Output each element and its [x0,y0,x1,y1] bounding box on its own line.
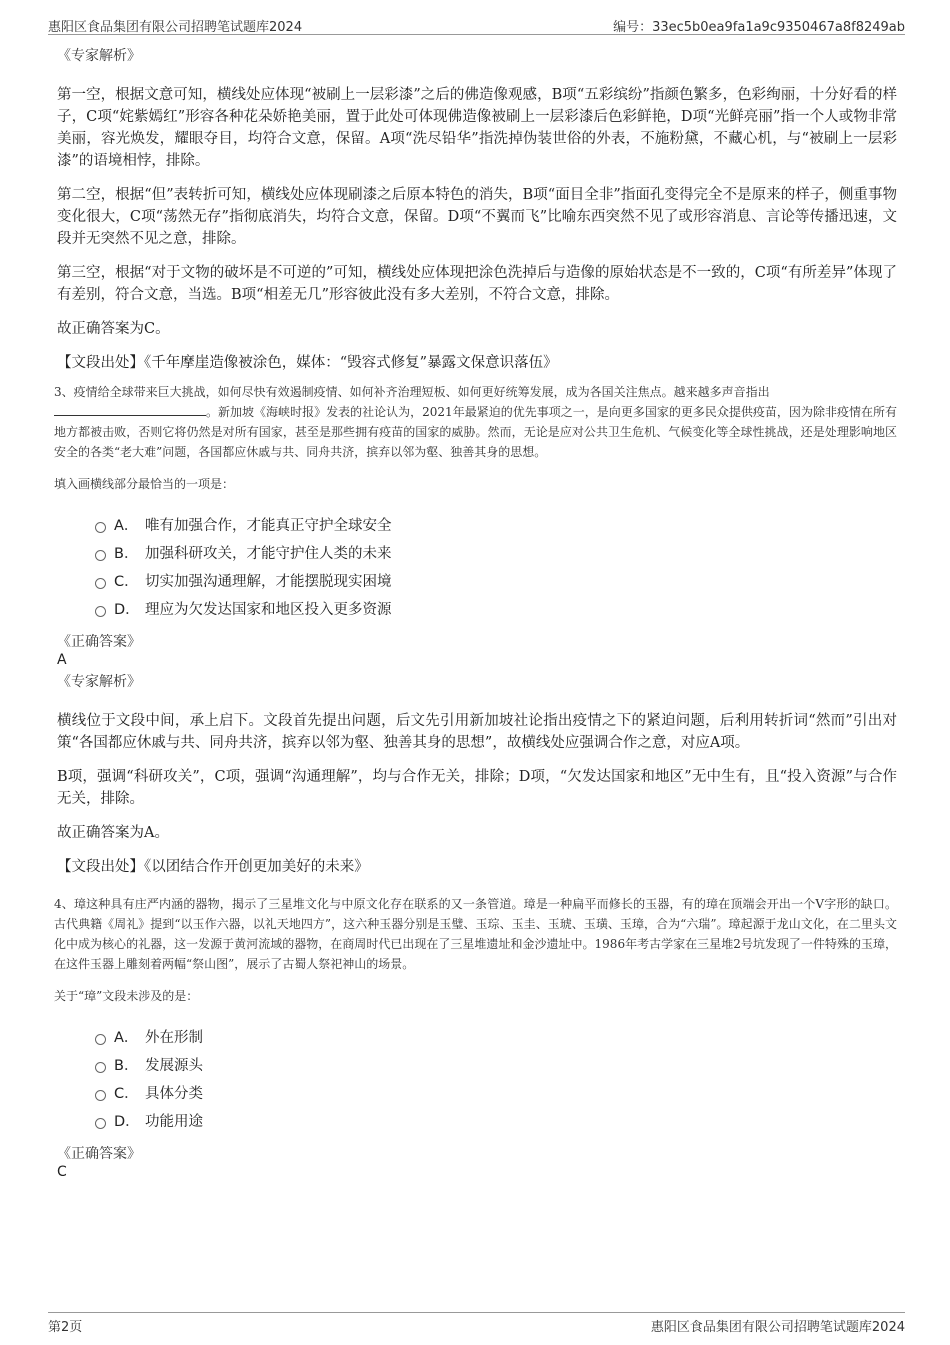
radio-button[interactable] [95,606,106,617]
analysis-label: 《专家解析》 [57,674,141,690]
option-b[interactable] [95,538,897,566]
radio-button[interactable] [95,578,106,589]
option-text: 唯有加强合作，才能真正守护全球安全 [145,517,392,534]
question-3-text-after: 。新加坡《海峡时报》发表的社论认为，2021年最紧迫的优先事项之一，是向更多国家的更多民众提供疫苗，因为除非疫情在所有地方都被击败，否则它将仍然是对所有国家，甚至是那些拥有疫苗的国家的威胁。然而，无论是应对公共卫生危机、气候变化等全球性挑战，还是处理影响地区安全的各类“老大难”问题，各国都应休戚与共、同舟共济，摈弃以邻为壑、独善其身的思想。 [54,405,897,459]
page-content [54,46,897,1184]
fill-in-blank [54,403,206,416]
answer-label: 《正确答案》 [57,1146,141,1162]
analysis-label: 《专家解析》 [57,48,141,64]
option-d[interactable] [95,594,897,622]
analysis-conclusion: 故正确答案为A。 [57,825,169,841]
radio-button[interactable] [95,1118,106,1129]
page-header [48,8,905,35]
question-4-prompt: 关于“璋”文段未涉及的是： [54,989,199,1003]
option-text: 加强科研攻关，才能守护住人类的未来 [145,545,392,562]
radio-button[interactable] [95,1090,106,1101]
option-text: 外在形制 [145,1029,203,1046]
option-text: 切实加强沟通理解，才能摆脱现实困境 [145,573,392,590]
option-text: 理应为欠发达国家和地区投入更多资源 [145,601,392,618]
option-letter: C． [114,573,139,590]
analysis-paragraph: 第一空，根据文意可知，横线处应体现“被刷上一层彩漆”之后的佛造像观感，B项“五彩缤纷”指颜色繁多，色彩绚丽，十分好看的样子，C项“姹紫嫣红”形容各种花朵娇艳美丽，置于此处可体现佛造像被刷上一层彩漆后色彩鲜艳，D项“光鲜亮丽”指一个人或物非常美丽，容光焕发，耀眼夺目，均符合文意，保留。A项“洗尽铅华”指洗掉伪装世俗的外表，不施粉黛，不藏心机，与“被刷上一层彩漆”的语境相悖，排除。 [57,87,897,169]
correct-answer: A [57,652,67,668]
option-c[interactable] [95,566,897,594]
question-3-text [54,382,897,462]
analysis-paragraph: 第二空，根据“但”表转折可知，横线处应体现刷漆之后原本特色的消失，B项“面目全非”指面孔变得完全不是原来的样子，侧重事物变化很大，C项“荡然无存”指彻底消失，均符合文意，保留。D项“不翼而飞”比喻东西突然不见了或形容消息、言论等传播迅速，文段并无突然不见之意，排除。 [57,187,897,247]
radio-button[interactable] [95,1062,106,1073]
option-text: 具体分类 [145,1085,203,1102]
analysis-paragraph: 横线位于文段中间，承上启下。文段首先提出问题，后文先引用新加坡社论指出疫情之下的紧迫问题，后利用转折词“然而”引出对策“各国都应休戚与共、同舟共济，摈弃以邻为壑、独善其身的思想”，故横线处应强调合作之意，对应A项。 [57,713,897,751]
radio-button[interactable] [95,1034,106,1045]
correct-answer: C [57,1164,67,1180]
option-a[interactable] [95,1022,897,1050]
option-letter: D． [114,601,140,618]
source-citation: 【文段出处】《以团结合作开创更加美好的未来》 [57,859,369,875]
option-letter: A． [114,1029,139,1046]
analysis-paragraph: B项，强调“科研攻关”，C项，强调“沟通理解”，均与合作无关，排除；D项，“欠发达国家和地区”无中生有，且“投入资源”与合作无关，排除。 [57,769,897,807]
source-citation: 【文段出处】《千年摩崖造像被涂色，媒体：“毁容式修复”暴露文保意识落伍》 [57,355,558,371]
option-text: 发展源头 [145,1057,203,1074]
option-letter: C． [114,1085,139,1102]
option-letter: B． [114,545,139,562]
page-footer [48,1312,905,1333]
option-letter: B． [114,1057,139,1074]
option-a[interactable] [95,510,897,538]
option-letter: D． [114,1113,140,1130]
question-3-options [95,510,897,622]
question-3-prompt: 填入画横线部分最恰当的一项是： [54,477,235,491]
answer-label: 《正确答案》 [57,634,141,650]
document-code: 编号：33ec5b0ea9fa1a9c9350467a8f8249ab [613,20,905,35]
option-letter: A． [114,517,139,534]
option-text: 功能用途 [145,1113,203,1130]
question-3-text-before: 3、疫情给全球带来巨大挑战，如何尽快有效遏制疫情、如何补齐治理短板、如何更好统筹发展，成为各国关注焦点。越来越多声音指出 [54,385,770,399]
question-4-text: 4、璋这种具有庄严内涵的器物，揭示了三星堆文化与中原文化存在联系的又一条管道。璋是一种扁平而修长的玉器，有的璋在顶端会开出一个V字形的缺口。古代典籍《周礼》提到“以玉作六器，以礼天地四方”，这六种玉器分别是玉璧、玉琮、玉圭、玉琥、玉璜、玉璋，合为“六瑞”。璋起源于龙山文化，在二里头文化中成为核心的礼器，这一发源于黄河流域的器物，在商周时代已出现在了三星堆遗址和金沙遗址中。1986年考古学家在三星堆2号坑发现了一件特殊的玉璋，在这件玉器上雕刻着两幅“祭山图”，展示了古蜀人祭祀神山的场景。 [54,897,897,971]
radio-button[interactable] [95,550,106,561]
footer-title: 惠阳区食品集团有限公司招聘笔试题库2024 [650,1320,905,1335]
page-number: 第2页 [48,1320,83,1335]
question-4-options [95,1022,897,1134]
option-b[interactable] [95,1050,897,1078]
option-c[interactable] [95,1078,897,1106]
analysis-paragraph: 第三空，根据“对于文物的破坏是不可逆的”可知，横线处应体现把涂色洗掉后与造像的原始状态是不一致的，C项“有所差异”体现了有差别，符合文意，当选。B项“相差无几”形容彼此没有多大差别，不符合文意，排除。 [57,265,897,303]
analysis-conclusion: 故正确答案为C。 [57,321,170,337]
header-title: 惠阳区食品集团有限公司招聘笔试题库2024 [48,20,303,35]
radio-button[interactable] [95,522,106,533]
option-d[interactable] [95,1106,897,1134]
